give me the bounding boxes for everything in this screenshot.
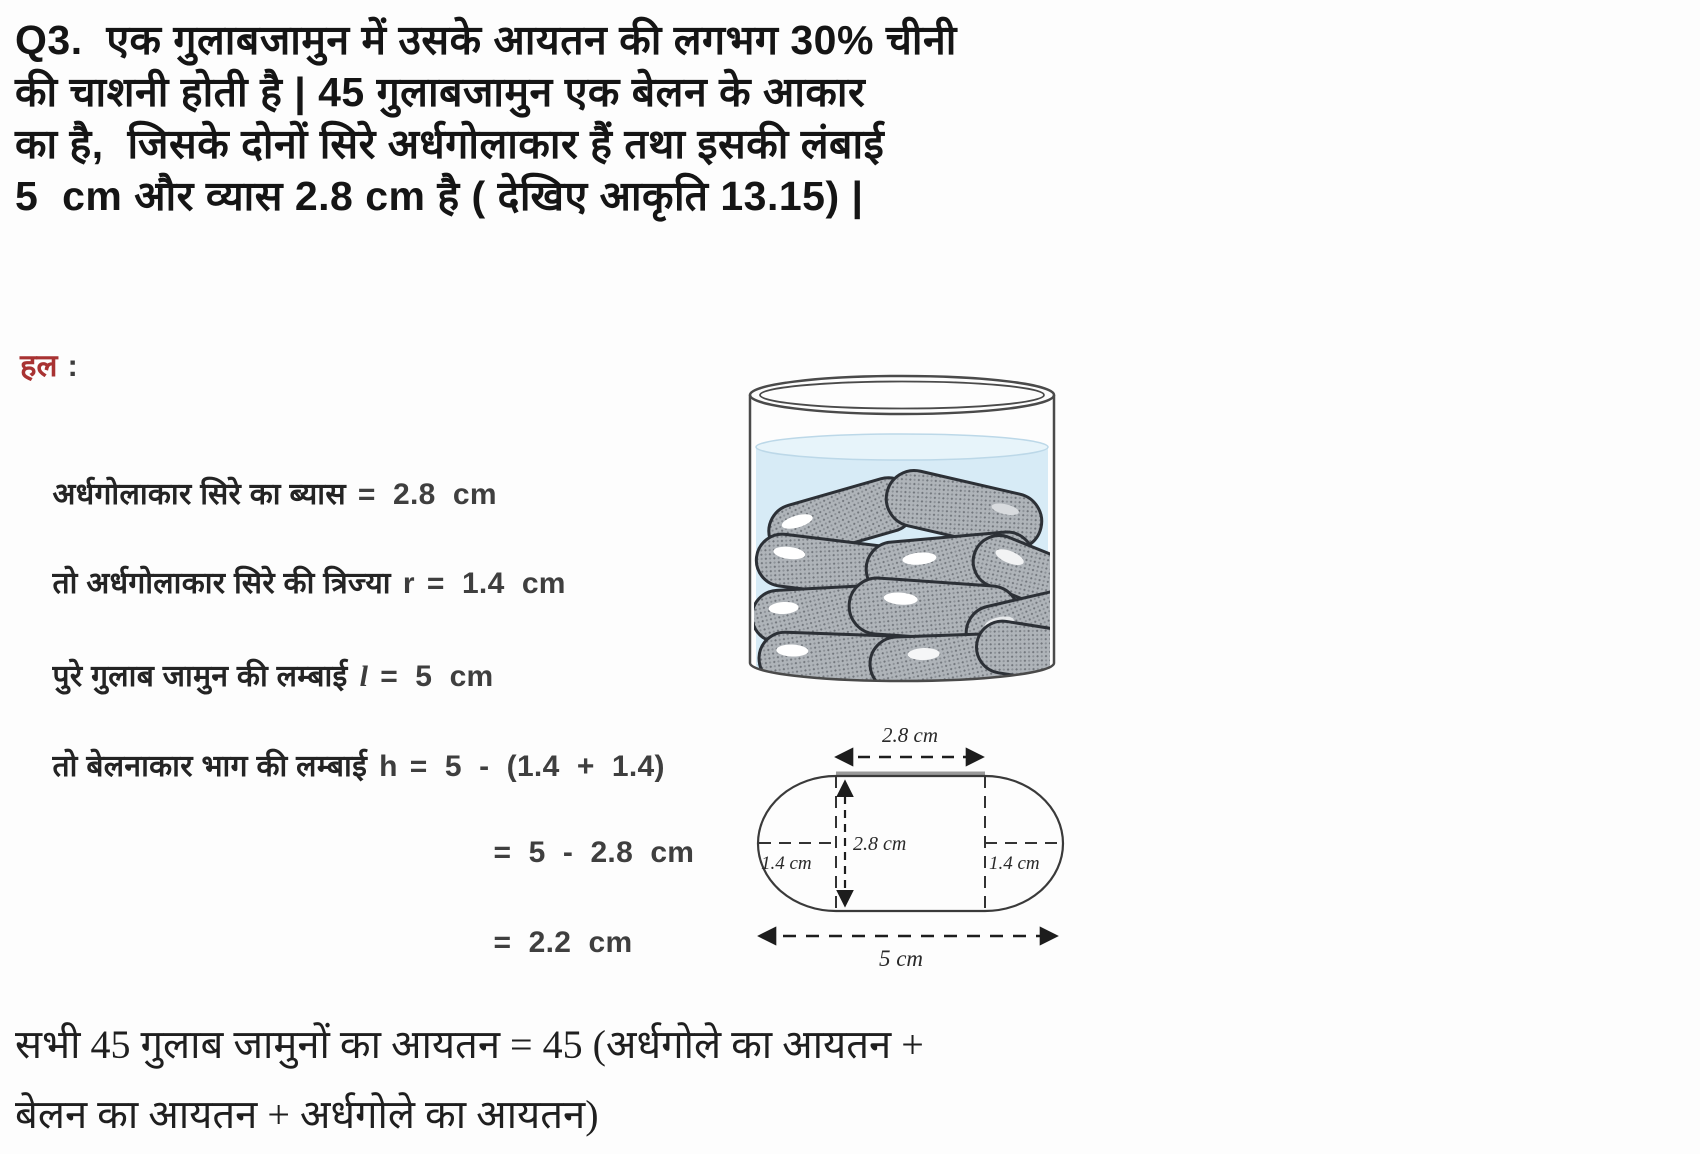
step-variable: h: [379, 750, 398, 783]
step-text: तो अर्धगोलाकार सिरे की त्रिज्या: [52, 567, 391, 600]
step-math: = 2.2 cm: [493, 926, 633, 959]
question-line-1: Q3. एक गुलाबजामुन में उसके आयतन की लगभग 30% चीनी: [15, 17, 957, 63]
footer-line-2: बेलन का आयतन + अर्धगोले का आयतन): [15, 1092, 599, 1137]
left-radius-label: 1.4 cm: [761, 853, 812, 874]
solution-step-subtraction: [447, 802, 694, 904]
step-variable: r: [402, 567, 415, 600]
footer-line-1: सभी 45 गुलाब जामुनों का आयतन = 45 (अर्धगोले का आयतन +: [15, 1022, 924, 1067]
step-math: = 5 - 2.8 cm: [493, 836, 695, 869]
beaker-figure: [742, 370, 1062, 700]
question-line-3: का है, जिसके दोनों सिरे अर्धगोलाकार हैं तथा इसकी लंबाई: [15, 121, 885, 167]
solution-step-result: [447, 892, 632, 994]
total-length-label: 5 cm: [878, 946, 924, 971]
right-radius-label: 1.4 cm: [989, 853, 1040, 874]
solution-heading-label: हल: [20, 348, 58, 383]
step-text: तो बेलनाकार भाग की लम्बाई: [52, 750, 368, 783]
step-math: = 5 cm: [380, 660, 494, 693]
solution-heading: [20, 344, 78, 386]
solution-heading-colon: :: [67, 348, 78, 383]
capsule-diagram-svg: [746, 708, 1090, 980]
diameter-label: 2.8 cm: [853, 833, 907, 855]
syrup-surface: [756, 434, 1048, 460]
step-math: = 5 - (1.4 + 1.4): [409, 750, 665, 783]
footer-text: [15, 1010, 1165, 1150]
question-text: [15, 14, 1085, 222]
cylinder-width-label: 2.8 cm: [882, 723, 938, 747]
gulab-jamun: [973, 617, 1062, 690]
question-line-2: की चाशनी होती है | 45 गुलाबजामुन एक बेलन के आकार: [15, 69, 866, 115]
question-line-4: 5 cm और व्यास 2.8 cm है ( देखिए आकृति 13.15) |: [15, 173, 864, 219]
step-math: = 1.4 cm: [426, 567, 566, 600]
step-math: = 2.8 cm: [357, 478, 497, 511]
step-variable: l: [359, 660, 369, 693]
beaker-figure-svg: [742, 370, 1062, 700]
step-text: पुरे गुलाब जामुन की लम्बाई: [52, 660, 348, 693]
step-text: अर्धगोलाकार सिरे का ब्यास: [52, 478, 346, 511]
capsule-diagram: [746, 708, 1090, 980]
